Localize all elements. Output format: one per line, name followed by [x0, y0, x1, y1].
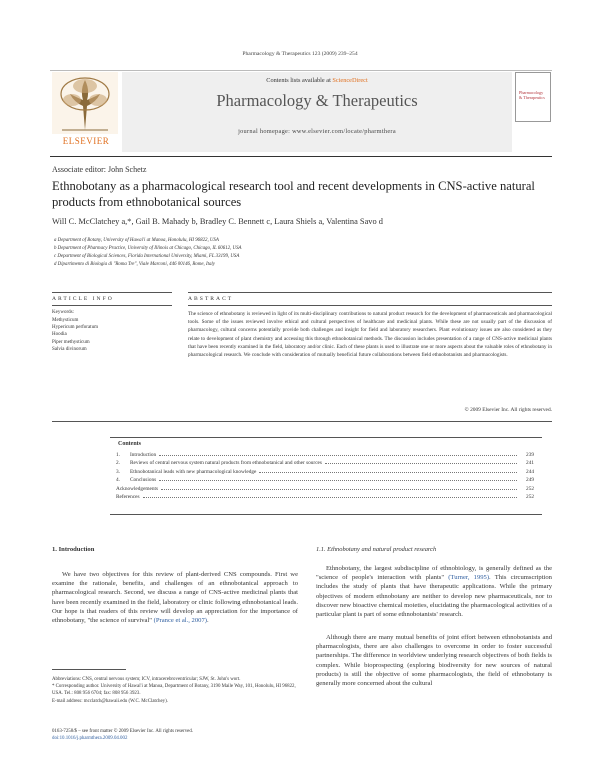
subsection-paragraph-1	[316, 564, 552, 619]
toc-page: 244	[526, 468, 534, 475]
toc-page: 241	[526, 460, 534, 467]
toc-title: Acknowledgements	[116, 485, 159, 492]
keywords-label: Keywords:	[52, 310, 74, 315]
abstract-rule-bottom	[188, 305, 552, 306]
abstract-end-rule	[52, 421, 552, 422]
running-head: Pharmacology & Therapeutics 123 (2009) 239–254	[242, 51, 358, 57]
toc-page: 249	[526, 477, 534, 484]
keywords-list	[52, 317, 98, 353]
footnote-abbreviations: Abbreviations: CNS, central nervous system; ICV, intracerebroventricular; SJW, St. John's wort.	[52, 677, 241, 682]
toc-number: 1.	[116, 452, 120, 458]
toc-page: 252	[526, 485, 534, 492]
journal-banner-center	[122, 72, 512, 152]
toc-entry[interactable]	[116, 494, 534, 502]
contents-availability	[122, 77, 512, 84]
toc-page: 239	[526, 452, 534, 458]
footnote-rule	[52, 669, 126, 670]
keyword: Piper methysticum	[52, 339, 90, 345]
toc-number: 2.	[116, 460, 120, 467]
issn-block	[52, 728, 298, 742]
subsection-heading: 1.1. Ethnobotany and natural product research	[316, 546, 437, 553]
journal-title: Pharmacology & Therapeutics	[216, 91, 418, 110]
affiliation-b: b Department of Pharmacy Practice, University of Illinois at Chicago, Chicago, IL 60612, USA	[54, 246, 242, 251]
abstract-text: The science of ethnobotany is reviewed in light of its multi-disciplinary contributions to natural product research for the development of pharmaceuticals and pharmacological tools. Some of the issues reviewed involve ethical and cultural perspectives of healthcare and medicinal plants. While these are not usually part of the discussion of pharmacology, cultural concerns potentially provide both challenges and insight for field and laboratory researchers. Plant evolutionary issues are also considered as they relate to development of plant chemistry and accessing this through ethnobotanical methods. The discussion includes presentation of a range of CNS-active medicinal plants that have been recently examined in the field, laboratory and/or clinic. Each of these plants is used to illustrate one or more aspects about the valuable roles of ethnobotany in pharmacological research. We conclude with consideration of mutually beneficial future collaborations between field ethnobotanists and pharmacologists.	[188, 311, 552, 359]
article-title: Ethnobotany as a pharmacological research tool and recent developments in CNS-active natural products from ethnobotanical sources	[52, 179, 535, 209]
citation-link[interactable]: (Prance et al., 2007)	[153, 617, 207, 625]
toc-title: Introduction	[130, 452, 157, 458]
keyword: Hypericum perforatum	[52, 325, 98, 331]
footnotes	[52, 676, 298, 705]
toc-entry[interactable]	[116, 460, 534, 468]
abstract-copyright: © 2009 Elsevier Inc. All rights reserved.	[464, 407, 552, 413]
associate-editor: Associate editor: John Schetz	[52, 165, 147, 174]
citation-link[interactable]: (Turner, 1995)	[448, 574, 490, 582]
journal-homepage[interactable]: journal homepage: www.elsevier.com/locate/pharmthera	[238, 128, 396, 135]
keyword: Methysticum	[52, 318, 79, 323]
article-info-rule-top	[52, 292, 172, 293]
toc-title: Reviews of central nervous system natural products from ethnobotanical and other sources	[130, 460, 322, 467]
toc-leader	[325, 463, 517, 464]
affiliation-c: c Department of Biological Sciences, Florida International University, Miami, FL 33199, USA	[54, 254, 240, 259]
toc-title: References	[116, 493, 140, 500]
intro-text-end: .	[206, 617, 209, 625]
toc-page: 252	[526, 493, 534, 500]
author-list: Will C. McClatchey a,*, Gail B. Mahady b, Bradley C. Bennett c, Laura Shiels a, Valentina Savo d	[52, 217, 383, 226]
abstract-rule-top	[188, 292, 552, 293]
abstract-heading: ABSTRACT	[188, 296, 234, 302]
toc-leader	[143, 497, 517, 498]
keyword: Salvia divinorum	[52, 346, 87, 352]
sciencedirect-link[interactable]: ScienceDirect	[332, 77, 368, 84]
toc-number: 4.	[116, 477, 120, 484]
intro-text: We have two objectives for this review of plant-derived CNS compounds. First we examine the rationale, benefits, and challenges of an ethnobotanical approach to pharmacological research. Second, we discuss a range of CNS-active medicinal plants that have been recently examined in the field, laboratory or clinic following ethnobotanical leads. Our hope is that readers of this review will develop an appreciation for the importance of ethnobotany, "the science of survival"	[52, 571, 298, 625]
affiliation-d: d Dipartimento di Biologia di "Roma Tre", Viale Marconi, 446 00146, Rome, Italy	[54, 262, 215, 267]
toc-leader	[159, 480, 517, 481]
contents-heading: Contents	[118, 441, 142, 447]
intro-paragraph	[52, 570, 298, 625]
toc-entry[interactable]	[116, 477, 534, 485]
toc-entry[interactable]	[116, 486, 534, 494]
toc-title: Conclusions	[130, 477, 157, 484]
doi-link[interactable]: doi:10.1016/j.pharmthera.2009.04.002	[52, 736, 128, 741]
elsevier-tree-logo	[52, 72, 118, 134]
contents-rule-bottom	[110, 514, 542, 515]
publisher-logo-text: ELSEVIER	[62, 136, 110, 146]
paragraph-text: Ethnobotany, the largest subdiscipline of ethnobiology, is generally defined as the "science of people's interaction with plants"	[316, 565, 552, 582]
toc-leader	[259, 472, 517, 473]
toc-number: 3.	[116, 468, 120, 475]
section-heading-introduction: 1. Introduction	[52, 546, 95, 553]
contents-prefix: Contents lists available at	[266, 77, 331, 84]
toc-leader	[161, 489, 517, 490]
cover-title: Pharmacology & Therapeutics	[519, 90, 545, 100]
subsection-paragraph-2: Although there are many mutual benefits of joint effort between ethnobotanists and pharmacologists, there are also challenges to overcome in order to foster successful partnerships. The difference in worldview underlying research objectives of both fields is complex. While bioprospecting (exploring biodiversity for new sources of natural products) is still the objective of some pharmacologists, the field of ethnobotany is generally more concerned about the cultural	[316, 634, 552, 688]
keyword: Hoodia	[52, 332, 67, 338]
footnote-corresponding-author: * Corresponding author. University of Hawai'i at Manoa, Department of Botany, 3190 Maile Way, 101, Honolulu, HI 96822, USA. Tel.: 808 956 6704; fax: 808 956 3923.	[52, 684, 296, 697]
table-of-contents	[116, 452, 534, 502]
issn-line: 0163-7258/$ – see front matter © 2009 Elsevier Inc. All rights reserved.	[52, 729, 194, 734]
article-info-heading: ARTICLE INFO	[52, 296, 114, 302]
toc-title: Ethnobotanical leads with new pharmacological knowledge	[130, 468, 257, 475]
journal-cover-thumbnail	[515, 72, 551, 122]
footnote-email: E-mail address: mcclatch@hawaii.edu (W.C. McClatchey).	[52, 698, 168, 704]
paragraph-text: . This circumscription includes the study of plants that have therapeutic applications. While the primary objectives of modern ethnobotany are neither to develop new pharmaceuticals, nor to discover new bioactive chemical moieties, elucidating the pharmacological activities of a particular plant is part of some ethnobotanists' research.	[316, 574, 552, 619]
contents-rule-top	[110, 437, 542, 438]
article-info-rule-bottom	[52, 305, 172, 306]
affiliations	[54, 237, 474, 269]
toc-leader	[159, 455, 517, 456]
toc-entry[interactable]	[116, 469, 534, 477]
affiliation-a: a Department of Botany, University of Hawai'i at Manoa, Honolulu, HI 96822, USA	[54, 238, 219, 243]
